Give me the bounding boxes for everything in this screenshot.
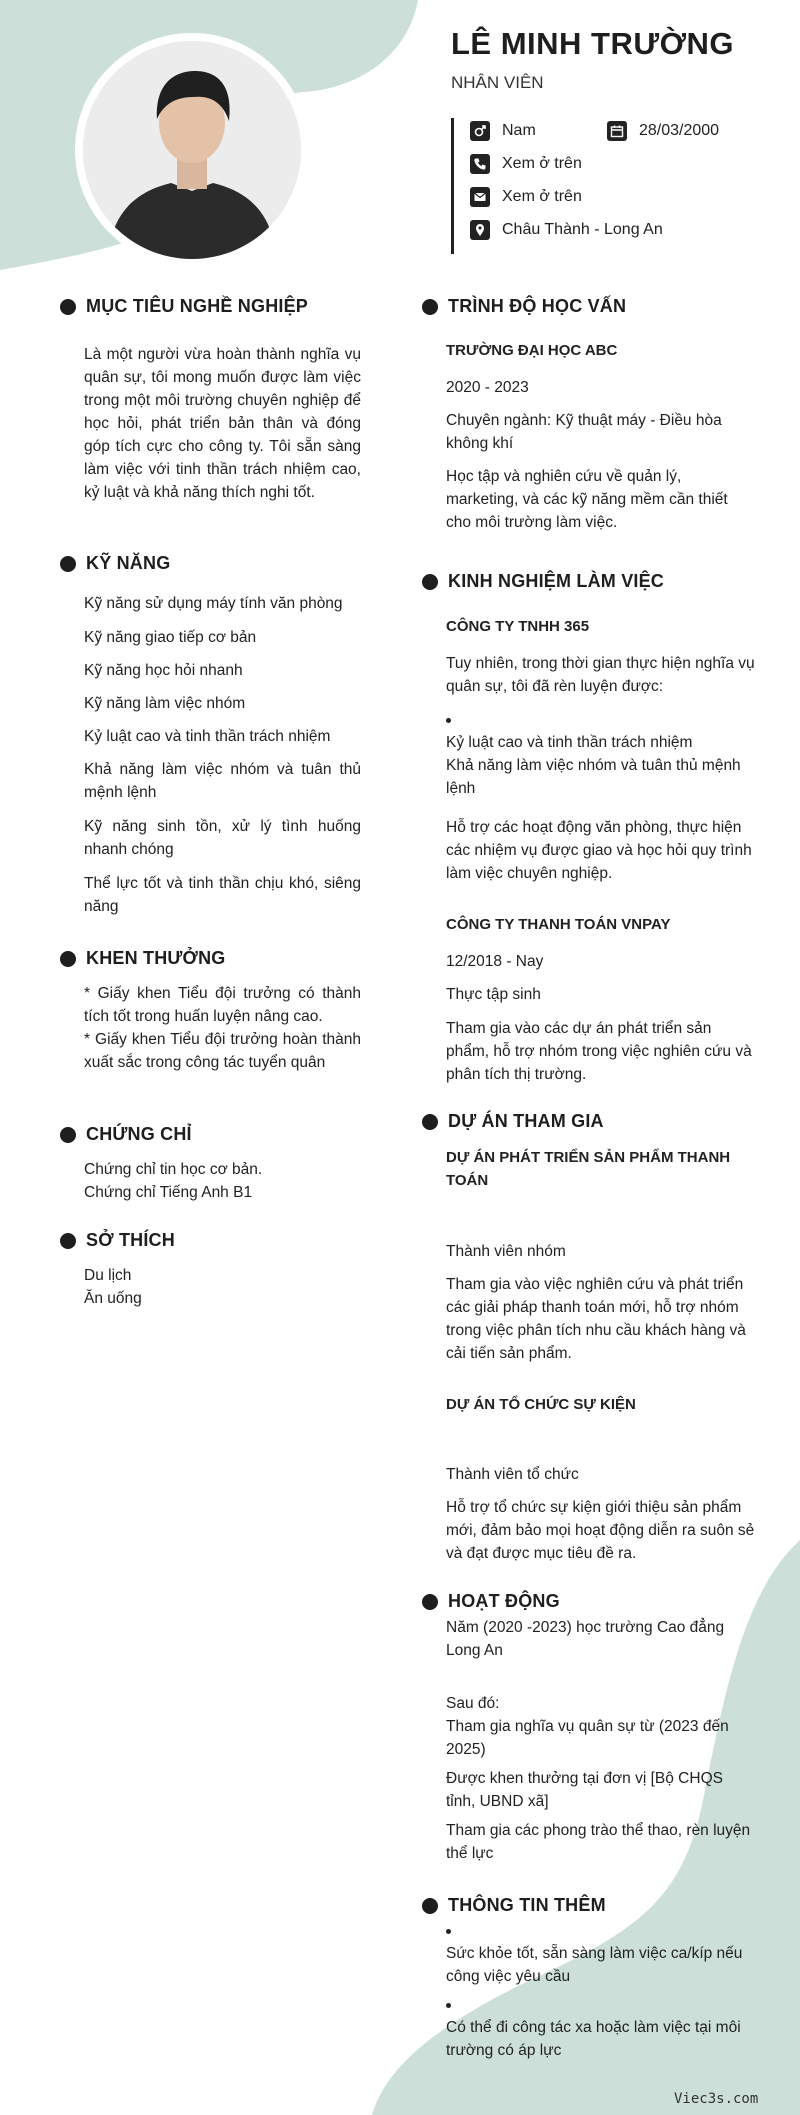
skill-item: Kỹ năng sử dụng máy tính văn phòng <box>84 595 343 612</box>
skill-item: Kỹ năng học hỏi nhanh <box>84 662 243 679</box>
hobby-item: Ăn uống <box>84 1290 142 1307</box>
watermark: Viec3s.com <box>674 2091 759 2107</box>
objective-text: Là một người vừa hoàn thành nghĩa vụ quân sự, tôi mong muốn được làm việc trong một môi trường chuyên nghiệp để học hỏi, phát triển bản thân và đóng góp tích cực cho công ty. Tôi sẵn sàng làm việc với tinh thần trách nhiệm cao, kỷ luật và khả năng thích nghi tốt. <box>84 346 361 501</box>
hobby-item: Du lịch <box>84 1267 132 1284</box>
gender-value: Nam <box>502 122 536 139</box>
projects-heading: DỰ ÁN THAM GIA <box>422 1111 604 1132</box>
job-description: Hỗ trợ các hoạt động văn phòng, thực hiện các nhiệm vụ được giao và học hỏi quy trình làm việc chuyên nghiệp. <box>446 819 752 882</box>
project-description: Tham gia vào việc nghiên cứu và phát triển các giải pháp thanh toán mới, hỗ trợ nhóm trong việc phân tích nhu cầu khách hàng và cải tiến sản phẩm. <box>446 1276 746 1362</box>
email-row <box>470 187 582 207</box>
activity-line: Được khen thưởng tại đơn vị [Bộ CHQS tỉnh, UBND xã] <box>446 1770 723 1810</box>
project-role: Thành viên nhóm <box>446 1243 566 1260</box>
bullet-dot-icon <box>422 1594 438 1610</box>
certificate-item: Chứng chỉ Tiếng Anh B1 <box>84 1184 253 1201</box>
certificate-item: Chứng chỉ tin học cơ bản. <box>84 1161 263 1178</box>
bullet-dot-icon <box>422 1898 438 1914</box>
bullet-dot-icon <box>60 556 76 572</box>
activity-line: Tham gia các phong trào thể thao, rèn luyện thể lực <box>446 1822 751 1862</box>
phone-value: Xem ở trên <box>502 155 582 172</box>
location-pin-icon <box>470 220 490 240</box>
education-major: Chuyên ngành: Kỹ thuật máy - Điều hòa không khí <box>446 412 722 452</box>
address-row <box>470 220 663 240</box>
school-name: TRƯỜNG ĐẠI HỌC ABC <box>446 342 618 359</box>
email-value: Xem ở trên <box>502 188 582 205</box>
project-description: Hỗ trợ tổ chức sự kiện giới thiệu sản phẩm mới, đảm bảo mọi hoạt động diễn ra suôn sẻ và đạt được mục tiêu đề ra. <box>446 1499 755 1562</box>
skill-item: Kỹ năng giao tiếp cơ bản <box>84 629 257 646</box>
project-role: Thành viên tổ chức <box>446 1466 579 1483</box>
company-name: CÔNG TY TNHH 365 <box>446 618 590 635</box>
activities-heading: HOẠT ĐỘNG <box>422 1591 560 1612</box>
activity-line: Sau đó: <box>446 1695 500 1712</box>
education-heading: TRÌNH ĐỘ HỌC VẤN <box>422 296 626 317</box>
awards-heading: KHEN THƯỞNG <box>60 948 226 969</box>
phone-row <box>470 154 582 174</box>
list-bullet-icon <box>446 2003 451 2008</box>
list-bullet-icon <box>446 718 451 723</box>
bullet-dot-icon <box>60 951 76 967</box>
extra-info-heading: THÔNG TIN THÊM <box>422 1895 606 1916</box>
award-item: * Giấy khen Tiểu đội trưởng có thành tích tốt trong huấn luyện nâng cao. <box>84 985 361 1025</box>
email-icon <box>470 187 490 207</box>
gender-icon <box>470 121 490 141</box>
bullet-dot-icon <box>422 574 438 590</box>
extra-info-item: Có thể đi công tác xa hoặc làm việc tại môi trường có áp lực <box>446 2019 741 2059</box>
project-name: DỰ ÁN PHÁT TRIỂN SẢN PHẨM THANH TOÁN <box>446 1149 731 1189</box>
list-bullet-icon <box>446 1929 451 1934</box>
skill-item: Thể lực tốt và tinh thần chịu khó, siêng năng <box>84 875 361 915</box>
extra-info-item: Sức khỏe tốt, sẵn sàng làm việc ca/kíp nếu công việc yêu cầu <box>446 1945 743 1985</box>
bullet-dot-icon <box>60 1127 76 1143</box>
job-period: 12/2018 - Nay <box>446 953 544 970</box>
skill-item: Kỷ luật cao và tinh thần trách nhiệm <box>84 728 331 745</box>
avatar <box>83 41 301 259</box>
experience-heading: KINH NGHIỆM LÀM VIỆC <box>422 571 664 592</box>
activity-line: Năm (2020 -2023) học trường Cao đẳng Long An <box>446 1619 725 1659</box>
bullet-dot-icon <box>60 1233 76 1249</box>
gender-row <box>470 121 536 141</box>
company-name: CÔNG TY THANH TOÁN VNPAY <box>446 916 671 933</box>
job-description: Tham gia vào các dự án phát triển sản phẩm, hỗ trợ nhóm trong việc nghiên cứu và phân tích thị trường. <box>446 1020 752 1083</box>
bullet-dot-icon <box>60 299 76 315</box>
calendar-icon <box>607 121 627 141</box>
skill-item: Kỹ năng làm việc nhóm <box>84 695 246 712</box>
candidate-name: LÊ MINH TRƯỜNG <box>451 26 735 61</box>
address-value: Châu Thành - Long An <box>502 221 663 238</box>
skills-heading: KỸ NĂNG <box>60 553 170 574</box>
birthdate-value: 28/03/2000 <box>639 122 720 139</box>
job-role: Thực tập sinh <box>446 986 541 1003</box>
skill-item: Kỹ năng sinh tồn, xử lý tình huống nhanh chóng <box>84 818 361 858</box>
education-description: Học tập và nghiên cứu về quản lý, marketing, và các kỹ năng mềm cần thiết cho môi trường làm việc. <box>446 468 728 531</box>
info-divider <box>451 118 454 254</box>
bullet-dot-icon <box>422 1114 438 1130</box>
job-intro: Tuy nhiên, trong thời gian thực hiện nghĩa vụ quân sự, tôi đã rèn luyện được: <box>446 655 755 695</box>
bullet-dot-icon <box>422 299 438 315</box>
job-line: Kỷ luật cao và tinh thần trách nhiệm <box>446 734 693 751</box>
certificates-heading: CHỨNG CHỈ <box>60 1124 192 1145</box>
birthdate-row <box>607 121 719 141</box>
phone-icon <box>470 154 490 174</box>
activity-line: Tham gia nghĩa vụ quân sự từ (2023 đến 2025) <box>446 1718 729 1758</box>
job-line: Khả năng làm việc nhóm và tuân thủ mệnh lệnh <box>446 757 741 797</box>
education-period: 2020 - 2023 <box>446 379 529 396</box>
candidate-position: NHÂN VIÊN <box>451 73 544 92</box>
person-photo-icon <box>83 41 301 259</box>
award-item: * Giấy khen Tiểu đội trưởng hoàn thành xuất sắc trong công tác tuyển quân <box>84 1031 361 1071</box>
project-name: DỰ ÁN TỔ CHỨC SỰ KIỆN <box>446 1396 636 1413</box>
hobbies-heading: SỞ THÍCH <box>60 1230 175 1251</box>
objective-heading: MỤC TIÊU NGHỀ NGHIỆP <box>60 296 308 317</box>
skill-item: Khả năng làm việc nhóm và tuân thủ mệnh lệnh <box>84 761 361 801</box>
